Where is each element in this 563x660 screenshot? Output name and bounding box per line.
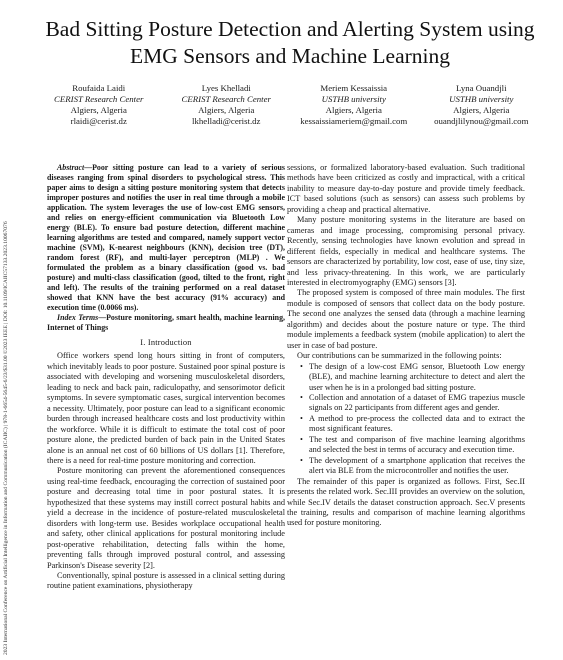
- contribution-item: • Collection and annotation of a dataset of EMG trapezius muscle signals on 22 participants from different ages and gender.: [309, 393, 525, 414]
- index-terms: [47, 313, 285, 333]
- author-name: Meriem Kessaissia: [320, 83, 388, 93]
- index-terms-text: —Posture monitoring, smart health, machine learning, Internet of Things: [47, 313, 285, 332]
- author-location: Algiers, Algeria: [325, 105, 382, 115]
- author-card: [290, 83, 418, 127]
- contribution-item: • The design of a low-cost EMG sensor, Bluetooth Low energy (BLE), and machine learning architecture to detect and alert the user when he is in a prolonged bad sitting posture.: [309, 362, 525, 393]
- contribution-item: • The test and comparison of five machine learning algorithms and selected the best in terms of accuracy and execution time.: [309, 435, 525, 456]
- author-location: Algiers, Algeria: [70, 105, 127, 115]
- author-email[interactable]: rlaidi@cerist.dz: [70, 116, 127, 126]
- contribution-item: • A method to pre-process the collected data and to extract the most significant features.: [309, 414, 525, 435]
- author-email[interactable]: kessaissiameriem@gmail.com: [300, 116, 408, 126]
- contribution-item: • The development of a smartphone application that receives the alert via BLE from the microcontroller and notifies the user.: [309, 456, 525, 477]
- right-column: [287, 163, 525, 529]
- intro-paragraph-1: Office workers spend long hours sitting in front of computers, which inevitably leads to poor posture. Sustained poor spinal posture is associated with developing and worsening musculoskeletal disorders, leading to neck and back pain, radiculopathy, and sensorimotor deficit symptoms. In severe symptomatic cases, surgical intervention becomes a necessity. Ultimately, poor posture can lead to a significant economic burden through increased healthcare costs and lost productivity within the workforce. While it is difficult to estimate the total cost of poor posture alone, the predicted burden of back pain in the United States alone is an annual net cost of 60 billions of US dollars [1]. Therefore, there is a need for real-time posture monitoring and correction.: [47, 351, 285, 465]
- right-paragraph-4: Our contributions can be summarized in the following points:: [297, 351, 502, 361]
- abstract-text: —Poor sitting posture can lead to a variety of serious diseases ranging from spinal disorders to psychological stress. This paper aims to design a sitting posture monitoring system that detects improper postures and notifies the user in real time through a mobile application. The system leverages the use of low-cost EMG sensors, and relies on energy-efficient communication via Bluetooth Low energy (BLE). To ensure bad posture detection, different machine learning algorithms are tested and compared, namely support vector machine (SVM), K-nearest neighbours (KNN), decision tree (DT), random forest (RF), and multi-layer perceptron (MLP) . We formulated the problem as a binary classification (good vs. bad posture) and multi-class classification (good, tilted to the front, right and left). The results of the training performed on a real dataset showed that KNN have the best accuracy (91% accuracy) and execution time (0.0066 ms).: [47, 163, 285, 312]
- author-card: [163, 83, 291, 127]
- intro-paragraph-2: Posture monitoring can prevent the aforementioned consequences using real-time feedback, encouraging the correction of sustained poor posture and decreasing total time in poor postural states. It is hypothesized that these systems may instill correct postural habits and yield a decrease in the incidence of posture-related musculoskeletal disorders with long-term use. Besides workplace occupational health and safety, other clinical applications for postural monitoring include post-operative rehabilitation, detecting falls within the home, preventing falls through improved postural control, and assessing Parkinson's Disease severity [2].: [47, 466, 285, 570]
- author-card: [418, 83, 546, 127]
- right-paragraph-3: The proposed system is composed of three main modules. The first module is composed of sensors that collect data on the body posture. The second one analyzes the sensed data (through a machine learning algorithm) and decides about the posture nature or type. The third module implements a feedback system (mobile application) to alert the user in case of bad posture.: [287, 288, 525, 350]
- paper-title: Bad Sitting Posture Detection and Alerting System using EMG Sensors and Machine Learning: [45, 17, 535, 68]
- intro-paragraph-3: Conventionally, spinal posture is assessed in a clinical setting during routine patient examinations, physiotherapy: [47, 570, 285, 591]
- abstract-label: Abstract: [57, 163, 85, 172]
- author-affiliation: USTHB university: [449, 94, 514, 104]
- author-affiliation: USTHB university: [321, 94, 386, 104]
- right-paragraph-1: sessions, or formalized laboratory-based evaluation. Such traditional methods have been criticized as costly and impractical, with a critical inability to measure day-to-day posture and provide timely feedback. ICT based solutions (such as sensors) can assess such problems by providing a cheap and practical alternative.: [287, 163, 525, 214]
- author-email[interactable]: ouandjlilynou@gmail.com: [434, 116, 529, 126]
- author-name: Lyes Khelladi: [201, 83, 251, 93]
- author-email[interactable]: lkhelladi@cerist.dz: [192, 116, 261, 126]
- abstract: [47, 163, 285, 313]
- left-column: [47, 163, 285, 592]
- contributions-list: [287, 362, 525, 477]
- right-paragraph-2: Many posture monitoring systems in the literature are based on cameras and image processing, compromising personal privacy. Recently, sensing technologies have known evolution and spread in different fields, especially in medical and healthcare systems. The sensors are characterized by portability, low cost, ease of use, tiny size, and less privacy-threatening. In this work, we are particularly interested in electromyography (EMG) sensors [3].: [287, 215, 525, 287]
- ieee-sidebar-citation: [3, 70, 17, 655]
- author-location: Algiers, Algeria: [453, 105, 510, 115]
- author-card: [35, 83, 163, 127]
- author-location: Algiers, Algeria: [198, 105, 255, 115]
- author-block: [35, 83, 545, 127]
- author-name: Lyna Ouandjli: [455, 83, 507, 93]
- author-name: Roufaida Laidi: [72, 83, 126, 93]
- sidebar-citation-text: 2023 International Conference on Artificial Intelligence in Information and Communication (ICAIIC) | 978-1-6654-5645-6/23/$31.00 ©2023 IEEE | DOI: 10.1109/ICAIIC57133.2023.10067076: [3, 221, 9, 655]
- author-affiliation: CERIST Research Center: [54, 94, 144, 104]
- right-paragraph-5: The remainder of this paper is organized as follows. First, Sec.II presents the related work. Sec.III provides an overview on the solution, while Sec.IV details the dataset construction approach. Sec.V presents the training, results and comparison of machine learning algorithms used for posture monitoring.: [287, 476, 525, 528]
- section-heading-introduction: I. Introduction: [140, 338, 192, 347]
- index-terms-label: Index Terms: [57, 313, 99, 322]
- author-affiliation: CERIST Research Center: [181, 94, 271, 104]
